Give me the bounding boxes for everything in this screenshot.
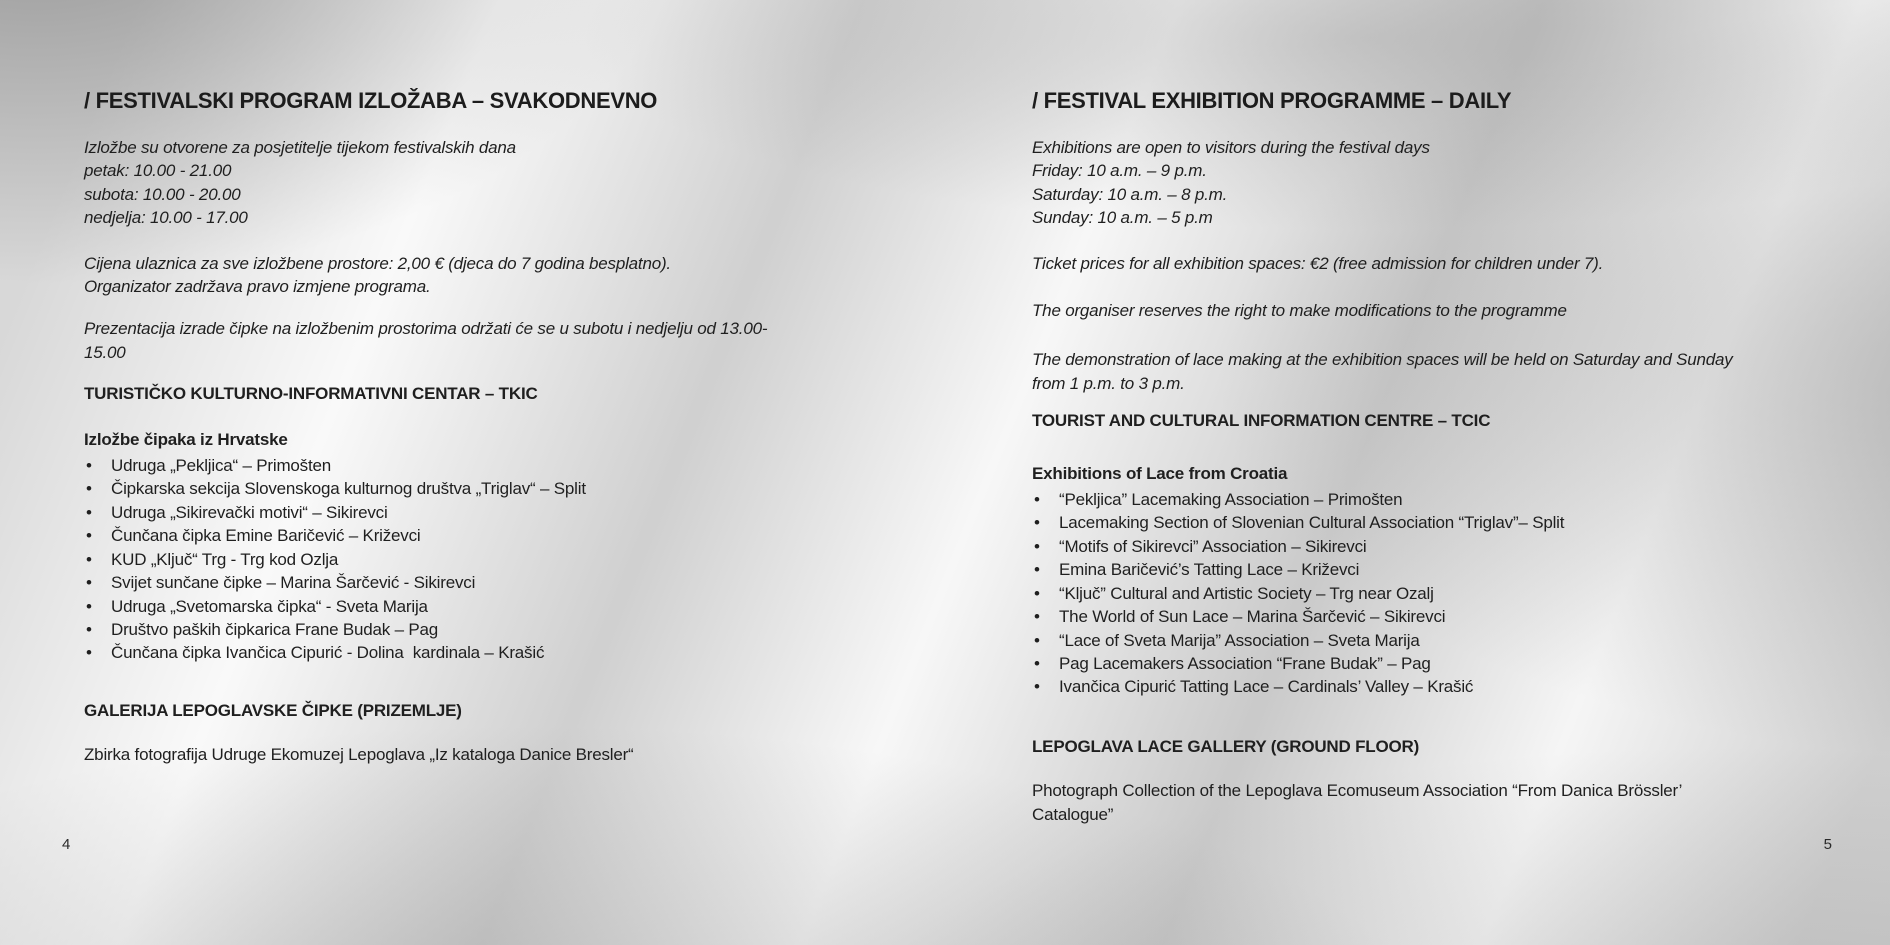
page-right-english [945, 0, 1890, 945]
list-item: • Čunčana čipka Emine Baričević – Križevci [84, 524, 784, 547]
list-item: • Udruga „Svetomarska čipka“ - Sveta Marija [84, 595, 784, 618]
lace-exhibitors-list-english [1032, 488, 1757, 699]
list-item: • Svijet sunčane čipke – Marina Šarčević - Sikirevci [84, 571, 784, 594]
organiser-rights-english: The organiser reserves the right to make modifications to the programme [1032, 301, 1567, 321]
page-title-english: / FESTIVAL EXHIBITION PROGRAMME – DAILY [1032, 88, 1512, 113]
list-item: • Ivančica Cipurić Tatting Lace – Cardinals’ Valley – Krašić [1032, 675, 1757, 698]
list-item: • Čunčana čipka Ivančica Cipurić - Dolina kardinala – Krašić [84, 641, 784, 664]
venue-heading-gallery-english: LEPOGLAVA LACE GALLERY (GROUND FLOOR) [1032, 736, 1420, 756]
list-item: • Emina Baričević’s Tatting Lace – Križevci [1032, 558, 1757, 581]
lace-demo-info-english: The demonstration of lace making at the exhibition spaces will be held on Saturday and Sunday from 1 p.m. to 3 p.m. [1032, 350, 1733, 393]
lace-exhibitors-list-croatian [84, 454, 784, 665]
list-item: • The World of Sun Lace – Marina Šarčević – Sikirevci [1032, 605, 1757, 628]
list-item: • Udruga „Sikirevački motivi“ – Sikirevci [84, 501, 784, 524]
exhibitions-subheading-croatian: Izložbe čipaka iz Hrvatske [84, 429, 288, 449]
venue-heading-tkic: TURISTIČKO KULTURNO-INFORMATIVNI CENTAR – TKIC [84, 384, 538, 404]
ticket-price-line: Cijena ulaznica za sve izložbene prostore: 2,00 € (djeca do 7 godina besplatno). [84, 253, 671, 273]
list-item: • KUD „Ključ“ Trg - Trg kod Ozlja [84, 548, 784, 571]
list-item: • Društvo paških čipkarica Frane Budak – Pag [84, 618, 784, 641]
ticket-info-croatian [84, 252, 784, 299]
hours-friday: Friday: 10 a.m. – 9 p.m. [1032, 161, 1207, 181]
ticket-info-english: Ticket prices for all exhibition spaces: €2 (free admission for children under 7). [1032, 253, 1604, 273]
exhibitions-subheading-english: Exhibitions of Lace from Croatia [1032, 463, 1288, 483]
right-content-column [1032, 88, 1757, 826]
list-item: • Udruga „Pekljica“ – Primošten [84, 454, 784, 477]
page-number-right: 5 [1823, 836, 1832, 853]
organiser-rights-line: Organizator zadržava pravo izmjene programa. [84, 277, 431, 297]
hours-intro: Izložbe su otvorene za posjetitelje tijekom festivalskih dana [84, 138, 516, 157]
venue-heading-gallery-croatian: GALERIJA LEPOGLAVSKE ČIPKE (PRIZEMLJE) [84, 700, 462, 720]
hours-sunday: nedjelja: 10.00 - 17.00 [84, 208, 248, 228]
list-item: • “Motifs of Sikirevci” Association – Sikirevci [1032, 535, 1757, 558]
hours-intro: Exhibitions are open to visitors during the festival days [1032, 138, 1430, 157]
page-number-left: 4 [62, 836, 71, 853]
hours-friday: petak: 10.00 - 21.00 [84, 161, 232, 181]
list-item: • “Ključ” Cultural and Artistic Society – Trg near Ozalj [1032, 582, 1757, 605]
opening-hours-croatian [84, 136, 784, 230]
list-item: • “Lace of Sveta Marija” Association – Sveta Marija [1032, 629, 1757, 652]
opening-hours-english [1032, 136, 1757, 230]
hours-sunday: Sunday: 10 a.m. – 5 p.m [1032, 208, 1213, 228]
list-item: • Lacemaking Section of Slovenian Cultural Association “Triglav”– Split [1032, 511, 1757, 534]
list-item: • Pag Lacemakers Association “Frane Budak” – Pag [1032, 652, 1757, 675]
list-item: • “Pekljica” Lacemaking Association – Primošten [1032, 488, 1757, 511]
left-content-column [84, 88, 784, 767]
hours-saturday: subota: 10.00 - 20.00 [84, 184, 241, 204]
hours-saturday: Saturday: 10 a.m. – 8 p.m. [1032, 184, 1228, 204]
gallery-description-english: Photograph Collection of the Lepoglava Ecomuseum Association “From Danica Brössler’ Catalogue” [1032, 781, 1682, 824]
page-title-croatian: / FESTIVALSKI PROGRAM IZLOŽABA – SVAKODNEVNO [84, 88, 658, 113]
gallery-description-croatian: Zbirka fotografija Udruge Ekomuzej Lepoglava „Iz kataloga Danice Bresler“ [84, 745, 634, 765]
list-item: • Čipkarska sekcija Slovenskoga kulturnog društva „Triglav“ – Split [84, 477, 784, 500]
lace-demo-info-croatian: Prezentacija izrade čipke na izložbenim prostorima održati će se u subotu i nedjelju od 13.00-15.00 [84, 319, 768, 362]
venue-heading-tcic: TOURIST AND CULTURAL INFORMATION CENTRE – TCIC [1032, 411, 1491, 431]
